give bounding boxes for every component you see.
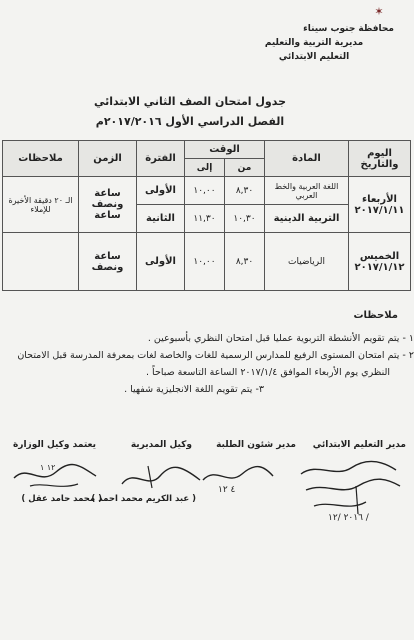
signature-mark-deputy-directorate	[118, 458, 204, 496]
subject-cell: الرياضيات	[265, 233, 349, 291]
header-from: من	[225, 159, 265, 177]
signature-title: مدير التعليم الابتدائي	[312, 440, 406, 450]
header-duration: الزمن	[79, 141, 137, 177]
signatory-name: ( محمد حامد عقل )	[21, 494, 102, 504]
notes-heading: ملاحظات	[353, 310, 398, 321]
document-header	[234, 22, 394, 64]
day-date-cell	[349, 233, 411, 291]
ministry-emblem-icon: ✶	[374, 5, 384, 18]
note-cell	[3, 233, 79, 291]
time-from-cell: ٨,٣٠	[225, 177, 265, 205]
header-subject: المادة	[265, 141, 349, 177]
title-line-1: جدول امتحان الصف الثاني الابتدائي	[93, 95, 287, 108]
note-item: النظري يوم الأربعاء الموافق ٢٠١٧/١/٤ الساعة التاسعة صباحاً .	[146, 367, 390, 378]
signature-names	[0, 494, 414, 514]
header-time: الوقت	[185, 141, 265, 159]
duration-cell: ساعة ونصف	[79, 233, 137, 291]
directorate-name: مديرية التربية والتعليم	[264, 38, 364, 48]
time-to-cell: ١٠,٠٠	[185, 177, 225, 205]
time-from-cell: ٨,٣٠	[225, 233, 265, 291]
note-item: ٣- يتم تقويم اللغة الانجليزية شفهيا .	[124, 384, 264, 395]
exam-schedule-table	[2, 140, 411, 291]
time-to-cell: ١٠,٠٠	[185, 233, 225, 291]
day-date-cell	[349, 177, 411, 233]
day-label: الخميس	[359, 250, 400, 262]
notes-list	[10, 330, 414, 398]
title-line-2: الفصل الدراسي الأول ٢٠١٧/٢٠١٦م	[95, 115, 285, 128]
signature-title: مدير شئون الطلبة	[216, 440, 296, 450]
signatory-name: ( عبد الكريم محمد احمد )	[91, 494, 196, 504]
header-day-date: اليوم والتاريخ	[349, 141, 411, 177]
svg-text:١٢ ١: ١٢ ١	[40, 463, 56, 472]
signature-title: وكيل المديرية	[130, 440, 192, 450]
table-row	[3, 177, 411, 205]
signature-mark-ministry-deputy	[10, 456, 100, 496]
duration-line-1: ساعة ونصف	[91, 188, 124, 210]
note-item: ٢ - يتم امتحان المستوى الرفيع للمدارس الرسمية للغات والخاصة لغات بمعرفة المدرسة قبل الامتحان	[17, 350, 414, 361]
day-label: الأربعاء	[362, 193, 397, 205]
duration-line-2: ساعة	[94, 210, 121, 221]
note-cell: الـ ٢٠ دقيقة الأخيرة للإملاء	[3, 177, 79, 233]
table-row	[3, 233, 411, 291]
period-cell: الأولى	[137, 233, 185, 291]
date-label: ٢٠١٧/١/١١	[354, 204, 405, 216]
period-cell: الثانية	[137, 205, 185, 233]
header-notes: ملاحظات	[3, 141, 79, 177]
period-cell: الأولى	[137, 177, 185, 205]
department-name: التعليم الابتدائي	[278, 52, 350, 62]
duration-cell	[79, 177, 137, 233]
svg-text:٢٠١٦ /١٢ /: ٢٠١٦ /١٢ /	[328, 513, 369, 523]
svg-text:٤ ١٢: ٤ ١٢	[218, 485, 236, 495]
subject-cell: اللغة العربية والخط العربي	[265, 177, 349, 205]
time-from-cell: ١٠,٣٠	[225, 205, 265, 233]
signature-title: يعتمد وكيل الوزارة	[12, 440, 96, 450]
signature-mark-student-affairs	[198, 456, 278, 496]
note-item: ١ - يتم تقويم الأنشطة التربوية عمليا قبل امتحان النظري بأسبوعين .	[147, 333, 414, 344]
document-title	[70, 92, 310, 132]
governorate-name: محافظة جنوب سيناء	[303, 24, 394, 34]
header-period: الفترة	[137, 141, 185, 177]
header-to: إلى	[185, 159, 225, 177]
date-label: ٢٠١٧/١/١٢	[354, 261, 405, 273]
subject-cell: التربية الدينية	[265, 205, 349, 233]
time-to-cell: ١١,٣٠	[185, 205, 225, 233]
